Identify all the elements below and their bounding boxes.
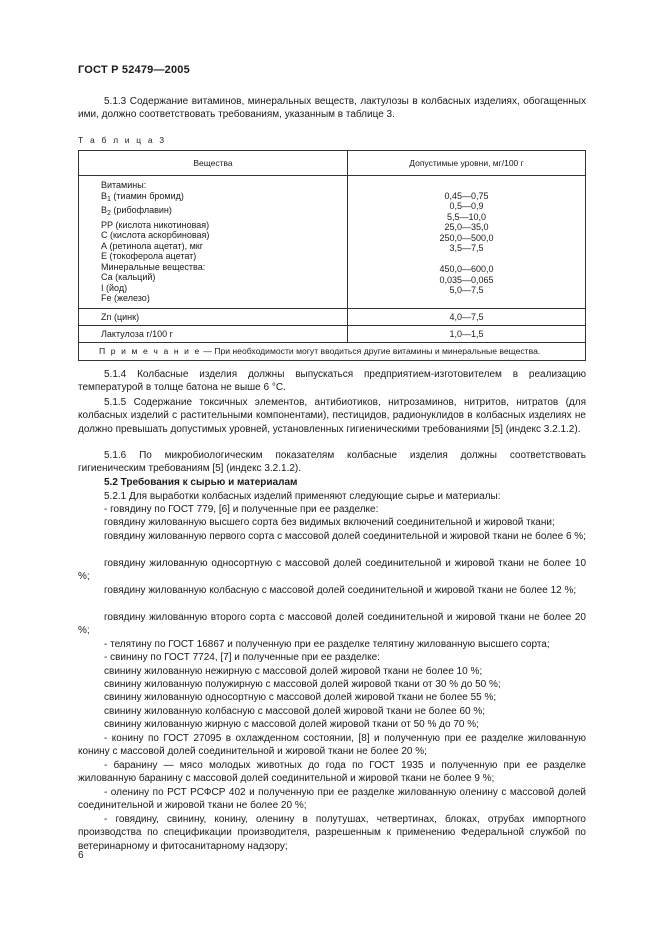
- table-note: [79, 342, 586, 360]
- table-row-lactulose: [79, 325, 586, 342]
- list-item: - оленину по РСТ РСФСР 402 и полученную при ее разделке жилованную оленину с массовой долей соединительной и жировой ткани не более 20 %;: [78, 787, 586, 812]
- list-item: - свинину по ГОСТ 7724, [7] и полученные при ее разделке:: [104, 652, 380, 663]
- level-ca: 450,0—600,0: [439, 264, 494, 274]
- level-fe: 5,0—7,5: [449, 285, 484, 295]
- list-item: - баранину — мясо молодых животных до года по ГОСТ 1935 и полученную при ее разделке жилованную баранину с массовой долей соединительной и жировой ткани не более 9 %;: [78, 760, 586, 785]
- table-header-row: [79, 151, 586, 176]
- section-5-2-heading: 5.2 Требования к сырью и материалам: [104, 477, 298, 488]
- paragraph-5-1-4: 5.1.4 Колбасные изделия должны выпускаться предприятием-изготовителем в реализацию температурой в толще батона не выше 6 °С.: [78, 369, 586, 394]
- level-i: 0,035—0,065: [439, 274, 494, 285]
- level-vitamins-blank: [348, 180, 585, 191]
- level-zn: 4,0—7,5: [348, 308, 586, 325]
- paragraph-5-1-6: 5.1.6 По микробиологическим показателям колбасные изделия должны соответствовать гигиеническим требованиям [5] (индекс 3.2.1.2).: [78, 450, 586, 475]
- level-a: 250,0—500,0: [439, 232, 494, 243]
- note-label: П р и м е ч а н и е: [99, 346, 201, 356]
- table-row-vitamins-minerals: [79, 176, 586, 309]
- list-item: - телятину по ГОСТ 16867 и полученную при ее разделке телятину жилованную высшего сорта;: [104, 639, 550, 650]
- group-label-vitamins: Витамины:: [101, 180, 147, 190]
- note-text: — При необходимости могут вводиться другие витамины и минеральные вещества.: [200, 346, 541, 356]
- list-item: свинину жилованную колбасную с массовой долей жировой ткани не более 60 %;: [104, 706, 486, 717]
- page-number: 6: [78, 850, 84, 861]
- substance-fe: Fe (железо): [101, 293, 150, 303]
- substance-zn: Zn (цинк): [79, 308, 348, 325]
- level-minerals-blank: [348, 254, 585, 265]
- substance-ca: Са (кальций): [101, 272, 156, 282]
- paragraph-5-1-3: 5.1.3 Содержание витаминов, минеральных веществ, лактулозы в колбасных изделиях, обогащенных ими, должно соответствовать требованиям, указанным в таблице 3.: [78, 96, 586, 121]
- level-lactulose: 1,0—1,5: [348, 325, 586, 342]
- list-item: говядину жилованную односортную с массовой долей соединительной и жировой ткани не более 10 %;: [78, 558, 586, 583]
- substance-b1: $В_1$ (тиамин бромид): [101, 190, 184, 203]
- list-item: свинину жилованную жирную с массовой долей жировой ткани от 50 % до 70 %;: [104, 719, 479, 730]
- paragraph-5-2-1: 5.2.1 Для выработки колбасных изделий применяют следующие сырье и материалы:: [104, 491, 501, 502]
- level-b1: 0,45—0,75: [444, 190, 489, 201]
- substance-e: Е (токоферола ацетат): [101, 251, 197, 261]
- table-note-row: [79, 342, 586, 360]
- column-header-levels: Допустимые уровни, мг/100 г: [348, 151, 586, 176]
- substance-a: А (ретинола ацетат), мкг: [101, 240, 204, 251]
- list-item: свинину жилованную полужирную с массовой долей жировой ткани от 30 % до 50 %;: [104, 679, 501, 690]
- list-item: свинину жилованную нежирную с массовой долей жировой ткани не более 10 %;: [104, 666, 483, 677]
- paragraph-5-1-5: 5.1.5 Содержание токсичных элементов, антибиотиков, нитрозаминов, нитритов, нитратов (для колбасных изделий с растительными компонентами), пестицидов, радионуклидов в колбасных изделиях не должно превышать допустимых уровней, установленных гигиеническими требованиями [5] (индекс 3.2.1.2).: [78, 397, 586, 435]
- level-pp: 5,5—10,0: [446, 211, 487, 222]
- substance-pp: РР (кислота никотиновая): [101, 219, 210, 230]
- substance-c: С (кислота аскорбиновая): [101, 230, 210, 240]
- table-caption: Т а б л и ц а 3: [78, 135, 167, 145]
- level-list: [348, 176, 586, 309]
- table-3: [78, 150, 586, 361]
- substance-lactulose: Лактулоза г/100 г: [79, 325, 348, 342]
- level-b2: 0,5—0,9: [449, 201, 484, 211]
- list-item: - конину по ГОСТ 27095 в охлажденном состоянии, [8] и полученную при ее разделке жилованную конину с массовой долей соединительной и жировой ткани не более 20 %;: [78, 733, 586, 758]
- table-row-zinc: [79, 308, 586, 325]
- level-e: 3,5—7,5: [449, 243, 484, 253]
- document-header: ГОСТ Р 52479—2005: [78, 64, 190, 76]
- column-header-substances: Вещества: [79, 151, 348, 176]
- substance-i: I (йод): [101, 282, 128, 293]
- list-item: говядину жилованную второго сорта с массовой долей соединительной и жировой ткани не более 20 %;: [78, 612, 586, 637]
- list-item: свинину жилованную односортную с массовой долей жировой ткани не более 55 %;: [104, 692, 497, 703]
- level-c: 25,0—35,0: [444, 222, 489, 232]
- substance-b2: $В_2$ (рибофлавин): [101, 205, 172, 217]
- list-item: - говядину, свинину, конину, оленину в полутушах, четвертинах, блоках, отрубах импортного производства по спецификации производителя, разрешенным к применению Федеральной службой по ветеринарному и фитосанитарному надзору;: [78, 814, 586, 852]
- list-item: говядину жилованную первого сорта с массовой долей соединительной и жировой ткани не более 6 %;: [104, 531, 586, 542]
- list-item: говядину жилованную высшего сорта без видимых включений соединительной и жировой ткани;: [104, 517, 555, 528]
- group-label-minerals: Минеральные вещества:: [101, 261, 206, 272]
- list-item: - говядину по ГОСТ 779, [6] и полученные при ее разделке:: [104, 504, 379, 515]
- substance-list: [79, 176, 348, 309]
- list-item: говядину жилованную колбасную с массовой долей соединительной и жировой ткани не более 12 %;: [104, 585, 577, 596]
